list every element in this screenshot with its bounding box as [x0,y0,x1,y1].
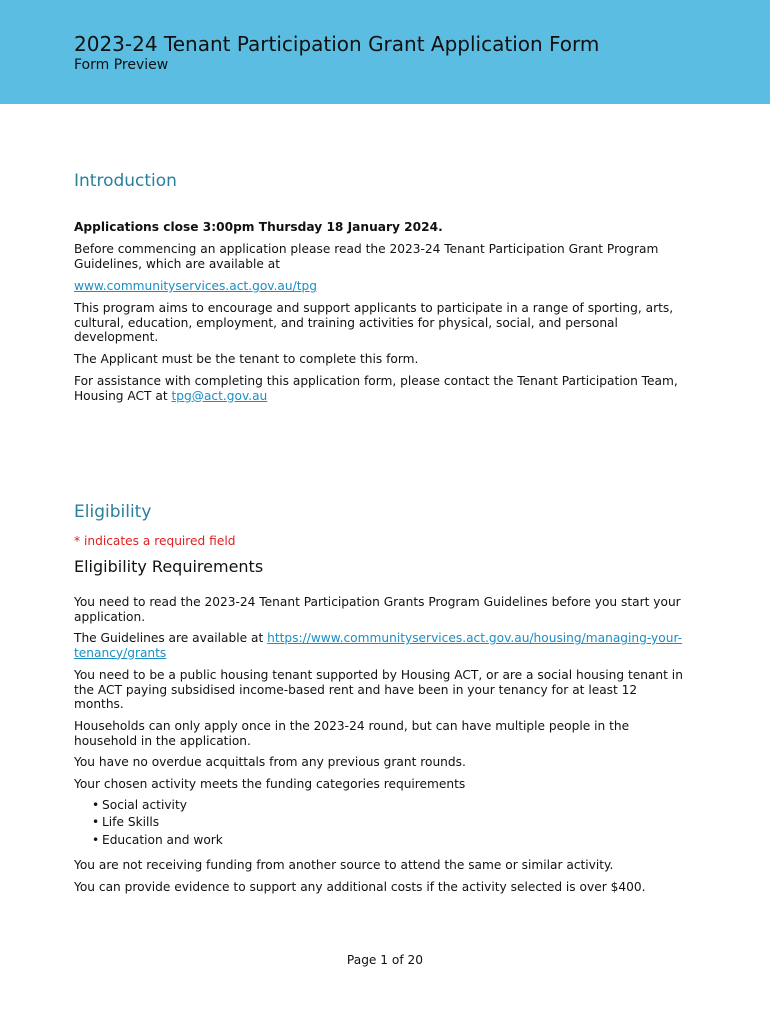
page-number: Page 1 of 20 [346,953,424,967]
guidelines-available-text: The Guidelines are available at [74,631,264,645]
read-guidelines-text: You need to read the 2023-24 Tenant Participation Grants Program Guidelines before you start your application. [74,595,681,624]
header-banner [0,0,770,104]
acquittals-requirement: You have no overdue acquittals from any previous grant rounds. [74,755,466,769]
eligibility-heading: Eligibility [74,502,152,522]
introduction-heading: Introduction [74,171,177,191]
list-item: • Education and work [102,832,223,849]
activity-categories-text: Your chosen activity meets the funding categories requirements [74,777,466,791]
guidelines-link[interactable]: www.communityservices.act.gov.au/tpg [74,279,317,293]
list-item: • Social activity [102,797,223,814]
guidelines-available-paragraph [74,631,684,660]
assistance-text: For assistance with completing this application form, please contact the Tenant Participation Team, Housing ACT at [74,374,678,403]
required-field-note: * indicates a required field [74,534,236,548]
guidelines-paragraph [74,279,684,294]
list-item: • Life Skills [102,814,223,831]
guidelines-text: Before commencing an application please read the 2023-24 Tenant Participation Grant Program Guidelines, which are available at [74,242,659,271]
form-subtitle: Form Preview [74,57,169,73]
program-aims: This program aims to encourage and support applicants to participate in a range of sporting, arts, cultural, education, employment, and training activities for physical, social, and personal development. [74,301,674,344]
evidence-requirement: You can provide evidence to support any additional costs if the activity selected is over $400. [74,880,646,894]
assistance-paragraph [74,374,684,403]
funding-categories-list [74,797,223,849]
assistance-email-link[interactable]: tpg@act.gov.au [171,388,268,403]
close-notice: Applications close 3:00pm Thursday 18 January 2024. [74,220,443,234]
guidelines-url-link[interactable]: https://www.communityservices.act.gov.au/housing/managing-your-tenancy/grants [74,631,683,660]
form-title: 2023-24 Tenant Participation Grant Application Form [74,32,600,56]
eligibility-requirements-heading: Eligibility Requirements [74,557,264,576]
no-other-funding: You are not receiving funding from another source to attend the same or similar activity. [74,858,614,872]
tenant-notice: The Applicant must be the tenant to complete this form. [74,352,419,366]
household-rule: Households can only apply once in the 2023-24 round, but can have multiple people in the household in the application. [74,719,630,748]
tenant-requirement: You need to be a public housing tenant supported by Housing ACT, or are a social housing tenant in the ACT paying subsidised income-based rent and have been in your tenancy for at least 12 months. [74,668,683,711]
